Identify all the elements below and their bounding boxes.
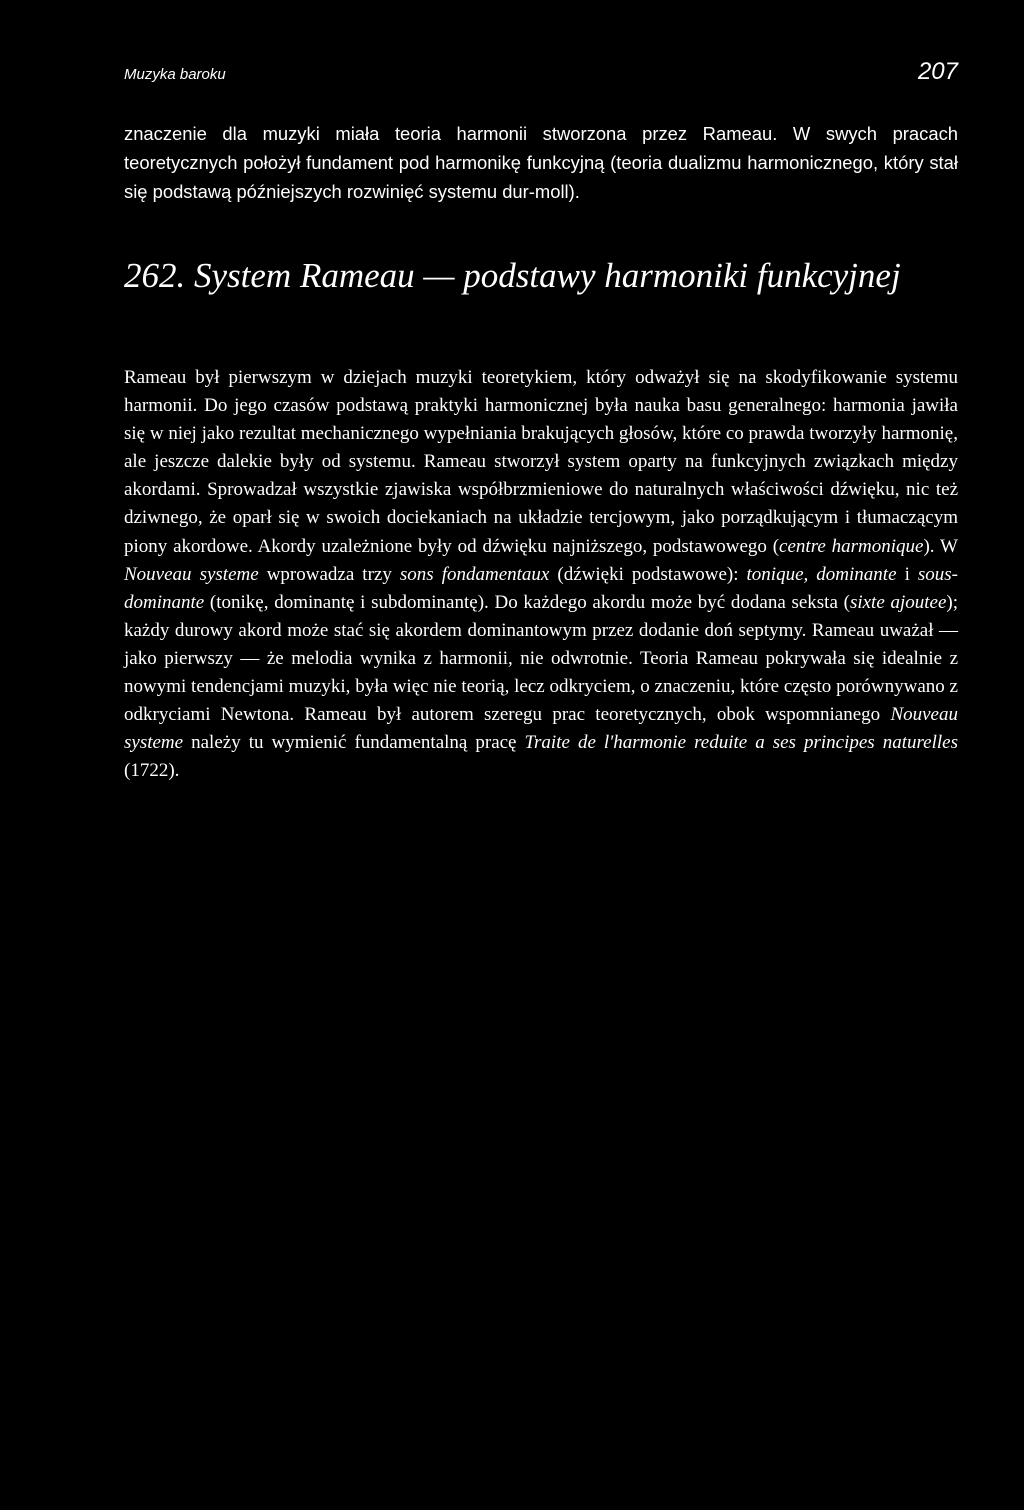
body-text: Rameau był pierwszym w dziejach muzyki teoretykiem, który odważył się na skodyfikowanie systemu harmonii. Do jego czasów podstawą praktyki harmonicznej była nauka basu generalnego: harmonia jawiła się w niej jako rezultat mechanicznego wypełniania brakujących głosów, które co prawda tworzyły harmonię, ale jeszcze dalekie były od systemu. Rameau stworzył system oparty na funkcyjnych związkach między akordami. Sprowadzał wszystkie zjawiska współbrzmieniowe do naturalnych właściwości dźwięku, nic też dziwnego, że oparł się w swoich dociekaniach na układzie tercjowym, jako porządkującym i tłumaczącym piony akordowe. Akordy uzależnione były od dźwięku najniższego, podstawowego ( xyxy=(124,367,958,557)
body-text: należy tu wymienić fundamentalną pracę xyxy=(183,732,525,754)
body-text: ). W xyxy=(923,535,958,557)
italic-term: tonique, dominante xyxy=(746,563,897,585)
body-paragraph xyxy=(124,364,958,785)
section-number: 262. xyxy=(124,256,186,295)
page-header xyxy=(124,58,958,94)
body-text: (dźwięki podstawowe): xyxy=(549,563,747,585)
body-text: (tonikę, dominantę i subdominantę). Do każdego akordu może być dodana seksta ( xyxy=(204,591,850,613)
body-text: i xyxy=(896,563,918,585)
section-title: System Rameau — podstawy harmoniki funkcyjnej xyxy=(194,256,901,295)
italic-term: sons fondamentaux xyxy=(399,563,550,585)
italic-title: Nouveau systeme xyxy=(124,563,259,585)
body-text: ); każdy durowy akord może stać się akordem dominantowym przez dodanie doń septymy. Rameau uważał — jako pierwszy — że melodia wynika z harmonii, nie odwrotnie. Teoria Rameau pokrywała się idealnie z nowymi tendencjami muzyki, była więc nie teorią, lecz odkryciem, o znaczeniu, które często porównywano z odkryciami Newtona. Rameau był autorem szeregu prac teoretycznych, obok wspomnianego xyxy=(124,591,958,726)
intro-paragraph: znaczenie dla muzyki miała teoria harmonii stworzona przez Rameau. W swych pracach teoretycznych położył fundament pod harmonikę funkcyjną (teoria dualizmu harmonicznego, który stał się podstawą późniejszych rozwinięć systemu dur-moll). xyxy=(124,123,958,202)
body-text: wprowadza trzy xyxy=(258,563,400,585)
italic-term: centre harmonique xyxy=(779,535,924,557)
italic-title: Nouveau systeme xyxy=(124,704,958,754)
italic-title: Traite de l'harmonie reduite a ses principes naturelles xyxy=(524,732,958,754)
italic-term: sous-dominante xyxy=(124,563,959,613)
section-heading xyxy=(124,252,958,300)
italic-term: sixte ajoutee xyxy=(849,591,947,613)
running-head: Muzyka baroku xyxy=(124,66,226,83)
body-text: (1722). xyxy=(124,760,180,782)
page-number: 207 xyxy=(917,58,958,85)
